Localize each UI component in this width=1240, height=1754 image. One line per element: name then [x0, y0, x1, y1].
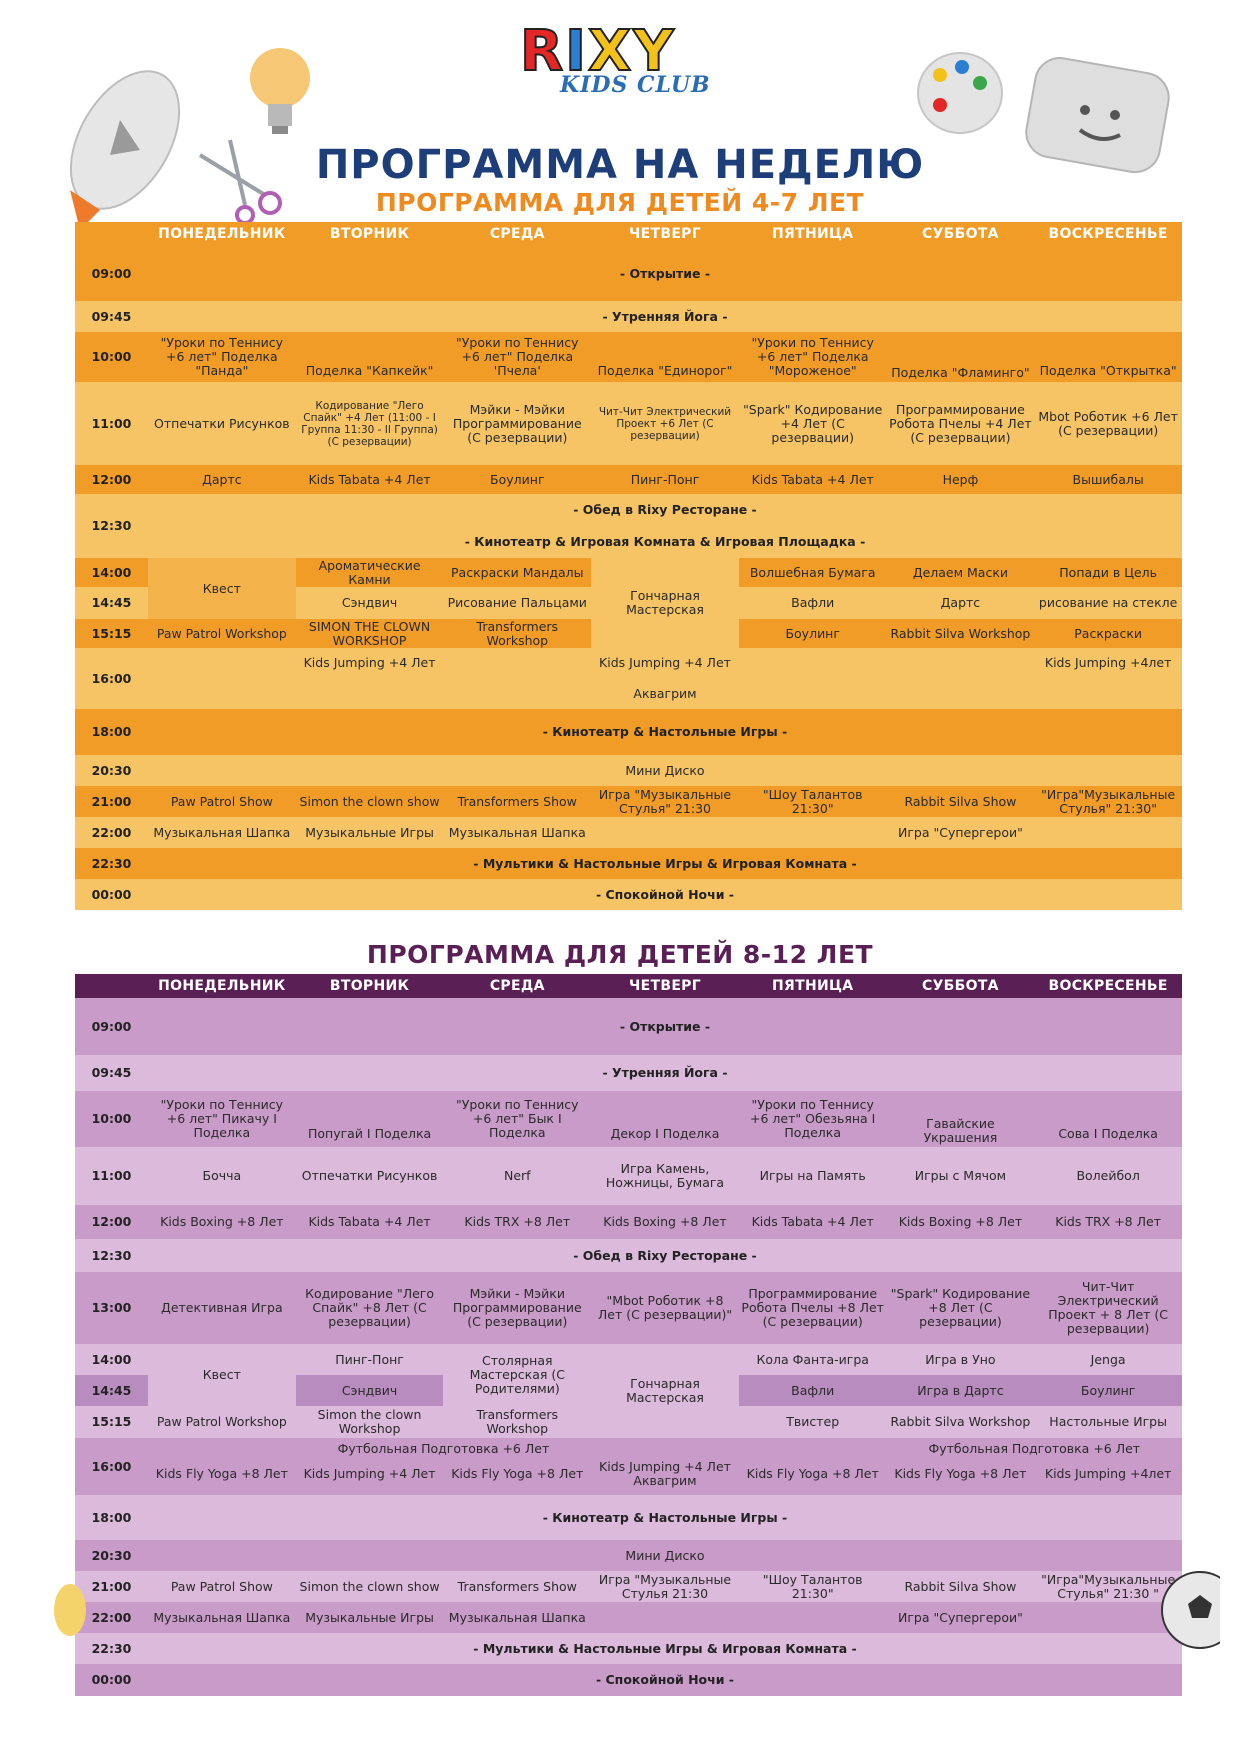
night-row: - Мультики & Настольные Игры & Игровая Комната -: [148, 848, 1182, 879]
day-header: ЧЕТВЕРГ: [591, 222, 739, 246]
time-cell: 22:00: [75, 1602, 148, 1633]
time-cell: 14:00: [75, 558, 148, 587]
activity-cell: "Уроки по Теннису +6 лет" Поделка 'Пчела': [443, 332, 591, 382]
time-cell: 11:00: [75, 1147, 148, 1205]
activity-cell: Kids Fly Yoga +8 Лет: [155, 1465, 288, 1481]
time-cell: 13:00: [75, 1272, 148, 1344]
time-cell: 12:00: [75, 1205, 148, 1239]
activity-cell: Rabbit Silva Show: [887, 1571, 1035, 1602]
soccer-ball-icon: [1160, 1560, 1220, 1660]
yoga-row: - Утренняя Йога -: [148, 1055, 1182, 1091]
activity-cell: Kids Jumping +4лет: [1044, 1465, 1172, 1481]
logo-letter-y: Y: [633, 19, 674, 84]
activity-cell: Делаем Маски: [887, 558, 1035, 587]
time-cell: 22:00: [75, 817, 148, 848]
day-header: ВОСКРЕСЕНЬЕ: [1034, 222, 1182, 246]
time-cell: 14:45: [75, 1375, 148, 1406]
activity-cell: Kids Tabata +4 Лет: [296, 1205, 444, 1239]
activity-cell: Kids TRX +8 Лет: [1034, 1205, 1182, 1239]
activity-cell: Пинг-Понг: [591, 465, 739, 494]
time-cell: 22:30: [75, 848, 148, 879]
activity-cell: "Spark" Кодирование +4 Лет (С резервации): [739, 382, 887, 465]
activity-cell: "Уроки по Теннису +6 лет" Поделка "Панда": [148, 332, 296, 382]
activity-cell: Rabbit Silva Workshop: [887, 619, 1035, 648]
activity-cell: Кола Фанта-игра: [739, 1344, 887, 1375]
night-row: - Мультики & Настольные Игры & Игровая Комната -: [148, 1633, 1182, 1664]
activity-cell: "Уроки по Теннису +6 лет" Пикачу I Поделка: [148, 1091, 296, 1147]
time-cell: 16:00: [75, 648, 148, 709]
activity-cell: Kids Tabata +4 Лет: [739, 1205, 887, 1239]
activity-cell: Музыкальная Шапка: [448, 1609, 586, 1625]
activity-cell: Бочча: [148, 1147, 296, 1205]
activity-cell: Поделка "Капкейк": [296, 332, 444, 382]
activity-cell: "Игра"Музыкальные Стулья" 21:30": [1034, 786, 1182, 817]
activity-cell: Kids Fly Yoga +8 Лет: [894, 1465, 1027, 1481]
activity-cell: Simon the clown show: [296, 786, 444, 817]
activity-cell: Kids Jumping +4 Лет: [303, 655, 436, 670]
activity-cell: Rabbit Silva Workshop: [887, 1406, 1035, 1438]
activity-cell: Игра в Уно: [887, 1344, 1035, 1375]
activity-cell: Kids Fly Yoga +8 Лет: [451, 1465, 584, 1481]
activity-cell: "Уроки по Теннису +6 лет" Поделка "Мороженое": [739, 332, 887, 382]
lunch-row: - Обед в Rixy Ресторане -: [148, 1239, 1182, 1272]
activity-cell: Боулинг: [443, 465, 591, 494]
day-header: ВТОРНИК: [296, 974, 444, 998]
activity-cell: Музыкальная Шапка: [153, 824, 291, 840]
activity-cell: Программирование Робота Пчелы +4 Лет (С резервации): [887, 382, 1035, 465]
activity-cell: Jenga: [1034, 1344, 1182, 1375]
activity-cell: SIMON THE CLOWN WORKSHOP: [296, 619, 444, 648]
activity-cell: Гавайские Украшения: [887, 1091, 1035, 1147]
activity-cell: Кодирование "Лего Спайк" +4 Лет (11:00 - I Группа 11:30 - II Группа) (С резервации): [296, 382, 444, 465]
activity-cell: "Уроки по Теннису +6 лет" Обезьяна I Поделка: [739, 1091, 887, 1147]
activity-cell: Вафли: [739, 587, 887, 619]
activity-cell: Игра Камень, Ножницы, Бумага: [591, 1147, 739, 1205]
activity-cell: Игра "Музыкальные Стулья 21:30: [591, 1571, 739, 1602]
time-cell: 18:00: [75, 709, 148, 755]
activity-cell: Kids Boxing +8 Лет: [148, 1205, 296, 1239]
activity-cell: Мэйки - Мэйки Программирование (С резервации): [443, 382, 591, 465]
logo-subtitle: KIDS CLUB: [560, 72, 711, 98]
activity-cell: Программирование Робота Пчелы +8 Лет (С резервации): [739, 1272, 887, 1344]
day-header: СУББОТА: [887, 974, 1035, 998]
activity-cell: Сова I Поделка: [1034, 1091, 1182, 1147]
time-cell: 15:15: [75, 619, 148, 648]
activity-cell: Нерф: [887, 465, 1035, 494]
activity-cell: Nerf: [443, 1147, 591, 1205]
activity-cell: Боулинг: [739, 619, 887, 648]
page-title: ПРОГРАММА НА НЕДЕЛЮ: [315, 142, 925, 188]
time-cell: 14:45: [75, 587, 148, 619]
time-cell: 12:30: [75, 494, 148, 558]
activity-cell: Paw Patrol Workshop: [148, 619, 296, 648]
lunch-label: - Обед в Rixy Ресторане -: [573, 502, 757, 517]
activity-cell: Чит-Чит Электрический Проект +6 Лет (С резервации): [591, 382, 739, 465]
lunch-cinema-row: [148, 494, 1182, 558]
activity-cell: "Уроки по Теннису +6 лет" Бык I Поделка: [443, 1091, 591, 1147]
activity-cell: Игры с Мячом: [887, 1147, 1035, 1205]
evening-row: - Кинотеатр & Настольные Игры -: [148, 709, 1182, 755]
activity-cell: Kids Boxing +8 Лет: [887, 1205, 1035, 1239]
activity-cell: Transformers Show: [443, 786, 591, 817]
activity-cell: "Mbot Роботик +8 Лет (С резервации)": [591, 1272, 739, 1344]
pottery-cell: Гончарная Мастерская: [591, 1344, 739, 1438]
quest-cell: Квест: [148, 558, 296, 619]
activity-cell: Боулинг: [1034, 1375, 1182, 1406]
activity-cell: Пинг-Понг: [296, 1344, 444, 1375]
activity-cell: Paw Patrol Workshop: [148, 1406, 296, 1438]
section-title-8-12: ПРОГРАММА ДЛЯ ДЕТЕЙ 8-12 ЛЕТ: [366, 940, 874, 969]
time-cell: 21:00: [75, 1571, 148, 1602]
activity-cell: Музыкальная Шапка: [448, 824, 586, 840]
activity-cell: Игра в Дартс: [887, 1375, 1035, 1406]
balloon-bottom-left-icon: [50, 1580, 90, 1660]
light-bulb-balloon-icon: [240, 40, 320, 140]
activity-label: Аквагрим: [633, 685, 697, 701]
activity-cell: Чит-Чит Электрический Проект + 8 Лет (С резервации): [1034, 1272, 1182, 1344]
activity-cell: Simon the clown show: [296, 1571, 444, 1602]
activity-cell: Детективная Игра: [148, 1272, 296, 1344]
time-cell: 09:00: [75, 246, 148, 301]
activity-cell: Дартс: [148, 465, 296, 494]
activity-cell: Рисование Пальцами: [443, 587, 591, 619]
day-header: ПЯТНИЦА: [739, 974, 887, 998]
time-cell: 00:00: [75, 879, 148, 910]
day-header: ПОНЕДЕЛЬНИК: [148, 974, 296, 998]
goodnight-row: - Спокойной Ночи -: [148, 1664, 1182, 1696]
time-cell: 14:00: [75, 1344, 148, 1375]
rixy-logo: [520, 19, 720, 122]
activity-cell: Kids Tabata +4 Лет: [296, 465, 444, 494]
day-header: ВТОРНИК: [296, 222, 444, 246]
opening-row: - Открытие -: [148, 998, 1182, 1055]
activity-cell: [591, 648, 739, 709]
activity-cell: Отпечатки Рисунков: [296, 1147, 444, 1205]
day-header: ПОНЕДЕЛЬНИК: [148, 222, 296, 246]
logo-letter-x: X: [587, 19, 632, 84]
time-cell: 09:45: [75, 301, 148, 332]
activity-cell: Сэндвич: [296, 1375, 444, 1406]
activity-label: Kids Jumping +4 Лет: [599, 1458, 731, 1474]
activity-cell: "Шоу Талантов 21:30": [739, 1571, 887, 1602]
activity-cell: Игра "Музыкальные Стулья" 21:30: [591, 786, 739, 817]
activity-cell: Transformers Show: [443, 1571, 591, 1602]
activity-cell: Kids Jumping +4лет: [1044, 655, 1172, 670]
evening-row: - Кинотеатр & Настольные Игры -: [148, 1495, 1182, 1540]
football-label: Футбольная Подготовка +6 Лет: [928, 1441, 1141, 1456]
activity-cell: Вафли: [739, 1375, 887, 1406]
schedule-8-12-table: [75, 974, 1182, 1706]
time-cell: 11:00: [75, 382, 148, 465]
activity-cell: Transformers Workshop: [443, 1406, 591, 1438]
day-header: СУББОТА: [887, 222, 1035, 246]
goodnight-row: - Спокойной Ночи -: [148, 879, 1182, 910]
time-cell: 12:30: [75, 1239, 148, 1272]
activity-cell: Мэйки - Мэйки Программирование (С резервации): [443, 1272, 591, 1344]
activity-label: Kids Jumping +4 Лет: [599, 655, 731, 671]
activity-cell: Поделка "Фламинго": [887, 332, 1035, 382]
activity-cell: Поделка "Единорог": [591, 332, 739, 382]
palette-balloon-icon: [910, 45, 1010, 140]
activity-cell: рисование на стекле: [1034, 587, 1182, 619]
day-header: СРЕДА: [443, 222, 591, 246]
activity-cell: Музыкальная Шапка: [153, 1609, 291, 1625]
activity-cell: Декор I Поделка: [591, 1091, 739, 1147]
activity-cell: Simon the clown Workshop: [296, 1406, 444, 1438]
activity-cell: Сэндвич: [296, 587, 444, 619]
activity-cell: Настольные Игры: [1034, 1406, 1182, 1438]
activity-cell: "Spark" Кодирование +8 Лет (С резервации): [887, 1272, 1035, 1344]
cinema-label: - Кинотеатр & Игровая Комната & Игровая Площадка -: [464, 534, 866, 549]
time-cell: 20:30: [75, 755, 148, 786]
time-cell: 18:00: [75, 1495, 148, 1540]
activity-cell: Музыкальные Игры: [305, 824, 434, 840]
activity-cell: Волейбол: [1034, 1147, 1182, 1205]
activity-cell: Kids Jumping +4 Лет: [303, 1465, 436, 1481]
time-cell: 15:15: [75, 1406, 148, 1438]
activity-cell: Paw Patrol Show: [148, 786, 296, 817]
header-corner: [75, 222, 148, 246]
time-cell: 09:00: [75, 998, 148, 1055]
activity-cell: Кодирование "Лего Спайк" +8 Лет (С резервации): [296, 1272, 444, 1344]
activity-cell: "Шоу Талантов 21:30": [739, 786, 887, 817]
day-header: ЧЕТВЕРГ: [591, 974, 739, 998]
activity-cell: Вышибалы: [1034, 465, 1182, 494]
activity-cell: Kids Fly Yoga +8 Лет: [746, 1465, 879, 1481]
activity-cell: Mbot Роботик +6 Лет (С резервации): [1034, 382, 1182, 465]
day-header: ВОСКРЕСЕНЬЕ: [1034, 974, 1182, 998]
time-cell: 10:00: [75, 332, 148, 382]
pottery-cell: Гончарная Мастерская: [591, 558, 739, 648]
activity-cell: Paw Patrol Show: [148, 1571, 296, 1602]
opening-row: - Открытие -: [148, 246, 1182, 301]
time-cell: 00:00: [75, 1664, 148, 1696]
disco-row: Мини Диско: [148, 755, 1182, 786]
logo-letter-r: R: [520, 19, 564, 84]
time-cell: 16:00: [75, 1438, 148, 1495]
carpentry-cell: Столярная Мастерская (С Родителями): [443, 1344, 591, 1406]
activity-cell: Kids TRX +8 Лет: [443, 1205, 591, 1239]
activity-cell: [591, 1438, 739, 1495]
time-cell: 09:45: [75, 1055, 148, 1091]
activity-cell: Музыкальные Игры: [305, 1609, 434, 1625]
activity-cell: Раскраски: [1034, 619, 1182, 648]
activity-cell: Игры на Память: [739, 1147, 887, 1205]
activity-cell: Ароматические Камни: [296, 558, 444, 587]
activity-cell: Игра "Супергерои": [897, 824, 1023, 840]
activity-cell: Твистер: [739, 1406, 887, 1438]
activity-cell: Отпечатки Рисунков: [148, 382, 296, 465]
logo-letter-i: I: [565, 19, 586, 84]
day-header: ПЯТНИЦА: [739, 222, 887, 246]
activity-cell: Transformers Workshop: [443, 619, 591, 648]
activity-cell: Игра "Супергерои": [897, 1609, 1023, 1625]
time-cell: 20:30: [75, 1540, 148, 1571]
quest-cell: Квест: [148, 1344, 296, 1406]
activity-cell: Попади в Цель: [1034, 558, 1182, 587]
activity-cell: Rabbit Silva Show: [887, 786, 1035, 817]
activity-label: Аквагрим: [633, 1472, 697, 1488]
day-header: СРЕДА: [443, 974, 591, 998]
yoga-row: - Утренняя Йога -: [148, 301, 1182, 332]
time-cell: 10:00: [75, 1091, 148, 1147]
activity-cell: Поделка "Открытка": [1034, 332, 1182, 382]
activity-cell: Раскраски Мандалы: [443, 558, 591, 587]
activity-cell: Дартс: [887, 587, 1035, 619]
activity-cell: "Игра"Музыкальные Стулья" 21:30 ": [1034, 1571, 1182, 1602]
activity-cell: Волшебная Бумага: [739, 558, 887, 587]
time-cell: 12:00: [75, 465, 148, 494]
section-title-4-7: ПРОГРАММА ДЛЯ ДЕТЕЙ 4-7 ЛЕТ: [375, 188, 865, 217]
header-corner: [75, 974, 148, 998]
disco-row: Мини Диско: [148, 1540, 1182, 1571]
activity-cell: Kids Tabata +4 Лет: [739, 465, 887, 494]
time-cell: 21:00: [75, 786, 148, 817]
schedule-4-7-table: [75, 222, 1182, 932]
activity-cell: Kids Boxing +8 Лет: [591, 1205, 739, 1239]
time-cell: 22:30: [75, 1633, 148, 1664]
football-label: Футбольная Подготовка +6 Лет: [337, 1441, 550, 1456]
activity-cell: Попугай I Поделка: [296, 1091, 444, 1147]
